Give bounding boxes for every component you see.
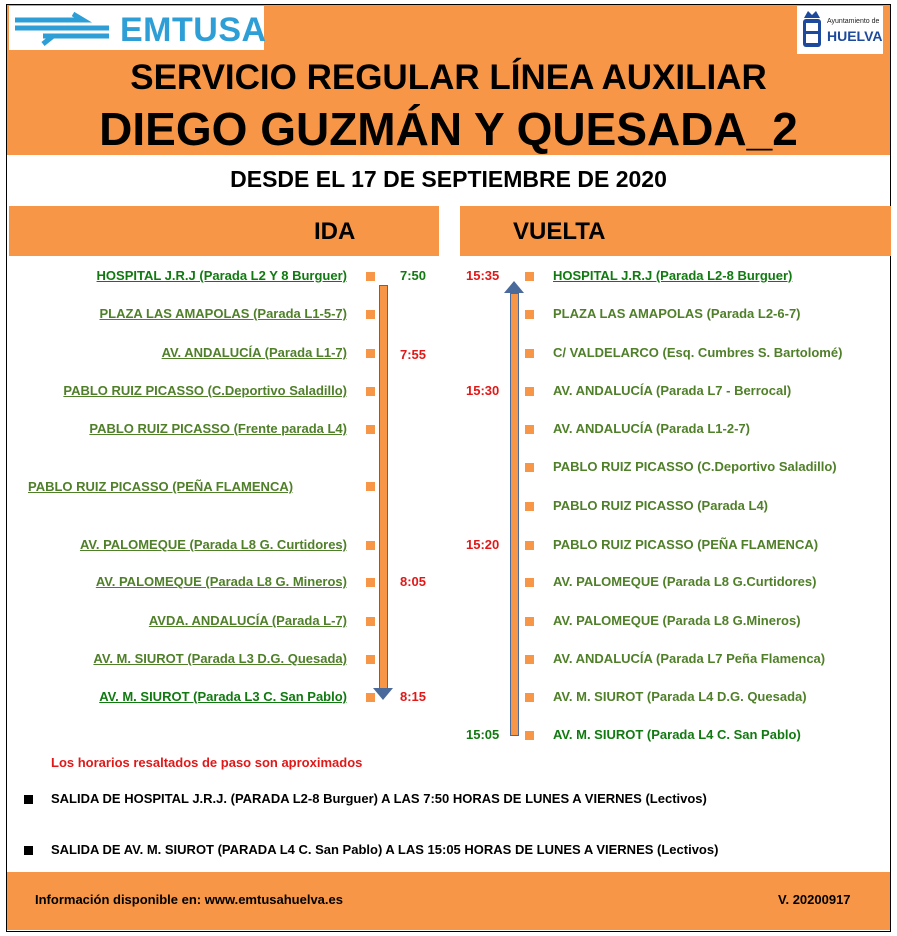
vuelta-stop-6: PABLO RUIZ PICASSO (C.Deportivo Saladillo): [553, 459, 837, 474]
departure-2: SALIDA DE AV. M. SIUROT (PARADA L4 C. San Pablo) A LAS 15:05 HORAS DE LUNES A VIERNES (Lectivos): [51, 842, 719, 857]
vuelta-stop-5: AV. ANDALUCÍA (Parada L1-2-7): [553, 421, 750, 436]
bullet-icon: [24, 846, 33, 855]
vuelta-stop-marker: [525, 502, 534, 511]
vuelta-stop-11: AV. ANDALUCÍA (Parada L7 Peña Flamenca): [553, 651, 826, 666]
crest-label: Ayuntamiento de: [827, 18, 880, 25]
effective-date: DESDE EL 17 DE SEPTIEMBRE DE 2020: [230, 166, 667, 192]
ida-time-11: 8:15: [400, 689, 427, 704]
ida-stop-4: PABLO RUIZ PICASSO (C.Deportivo Saladillo): [63, 383, 347, 398]
vuelta-stop-7: PABLO RUIZ PICASSO (Parada L4): [553, 498, 769, 513]
vuelta-heading: VUELTA: [460, 206, 891, 256]
vuelta-stop-1: HOSPITAL J.R.J (Parada L2-8 Burguer): [553, 268, 793, 283]
ida-stop-marker: [366, 482, 375, 491]
departure-1: SALIDA DE HOSPITAL J.R.J. (PARADA L2-8 Burguer) A LAS 7:50 HORAS DE LUNES A VIERNES (Lectivos): [51, 791, 707, 806]
vuelta-stop-marker: [525, 655, 534, 664]
ida-arrow-head-icon: [373, 688, 393, 700]
vuelta-stop-marker: [525, 310, 534, 319]
ida-direction-arrow: [379, 285, 388, 692]
ida-stop-marker: [366, 541, 375, 550]
vuelta-stop-4: AV. ANDALUCÍA (Parada L7 - Berrocal): [553, 383, 792, 398]
vuelta-stop-12: AV. M. SIUROT (Parada L4 D.G. Quesada): [553, 689, 807, 704]
vuelta-stop-marker: [525, 693, 534, 702]
vuelta-stop-marker: [525, 463, 534, 472]
vuelta-time-1: 15:35: [466, 268, 500, 283]
title-line1: SERVICIO REGULAR LÍNEA AUXILIAR: [130, 58, 767, 97]
huelva-crest: [797, 6, 883, 54]
bullet-icon: [24, 795, 33, 804]
ida-time-8: 8:05: [400, 574, 427, 589]
ida-time-3: 7:55: [400, 347, 427, 362]
vuelta-time-13: 15:05: [466, 727, 500, 742]
ida-stop-marker: [366, 387, 375, 396]
ida-stop-6: PABLO RUIZ PICASSO (PEÑA FLAMENCA): [28, 479, 294, 494]
vuelta-arrow-head-icon: [504, 281, 524, 293]
ida-stop-marker: [366, 425, 375, 434]
vuelta-stop-marker: [525, 387, 534, 396]
ida-stop-7: AV. PALOMEQUE (Parada L8 G. Curtidores): [79, 537, 347, 552]
ida-stop-3: AV. ANDALUCÍA (Parada L1-7): [161, 345, 347, 360]
ida-stop-marker: [366, 693, 375, 702]
ida-heading: IDA: [9, 206, 439, 256]
ida-time-1: 7:50: [400, 268, 427, 283]
vuelta-stop-marker: [525, 272, 534, 281]
vuelta-stop-3: C/ VALDELARCO (Esq. Cumbres S. Bartolomé): [553, 345, 843, 360]
footer-info: Información disponible en: www.emtusahuelva.es: [35, 892, 343, 907]
vuelta-stop-marker: [525, 425, 534, 434]
vuelta-stop-2: PLAZA LAS AMAPOLAS (Parada L2-6-7): [553, 306, 801, 321]
ida-stop-marker: [366, 272, 375, 281]
emtusa-logo: [9, 6, 267, 50]
vuelta-stop-8: PABLO RUIZ PICASSO (PEÑA FLAMENCA): [553, 537, 819, 552]
vuelta-direction-arrow: [510, 293, 519, 736]
crest-icon: [801, 9, 823, 51]
ida-stop-2: PLAZA LAS AMAPOLAS (Parada L1-5-7): [99, 306, 347, 321]
vuelta-stop-marker: [525, 349, 534, 358]
ida-stop-marker: [366, 310, 375, 319]
vuelta-stop-marker: [525, 617, 534, 626]
ida-stop-9: AVDA. ANDALUCÍA (Parada L-7): [148, 613, 347, 628]
emtusa-logo-icon: [13, 12, 113, 48]
approximate-times-note: Los horarios resaltados de paso son aproximados: [51, 755, 363, 770]
title-line2: DIEGO GUZMÁN Y QUESADA_2: [99, 103, 798, 155]
vuelta-stop-marker: [525, 731, 534, 740]
vuelta-stop-10: AV. PALOMEQUE (Parada L8 G.Mineros): [553, 613, 801, 628]
ida-stop-11: AV. M. SIUROT (Parada L3 C. San Pablo): [99, 689, 347, 704]
ida-stop-marker: [366, 578, 375, 587]
vuelta-stop-marker: [525, 541, 534, 550]
version-label: V. 20200917: [778, 892, 851, 907]
ida-stop-marker: [366, 349, 375, 358]
vuelta-stop-9: AV. PALOMEQUE (Parada L8 G.Curtidores): [553, 574, 817, 589]
emtusa-logo-text: EMTUSA: [120, 11, 267, 49]
ida-stop-marker: [366, 617, 375, 626]
vuelta-time-4: 15:30: [466, 383, 500, 398]
vuelta-time-8: 15:20: [466, 537, 500, 552]
vuelta-stop-13: AV. M. SIUROT (Parada L4 C. San Pablo): [553, 727, 801, 742]
ida-stop-1: HOSPITAL J.R.J (Parada L2 Y 8 Burguer): [96, 268, 347, 283]
crest-city: HUELVA: [827, 28, 883, 44]
ida-stop-marker: [366, 655, 375, 664]
ida-stop-10: AV. M. SIUROT (Parada L3 D.G. Quesada): [93, 651, 347, 666]
vuelta-stop-marker: [525, 578, 534, 587]
ida-stop-8: AV. PALOMEQUE (Parada L8 G. Mineros): [95, 574, 347, 589]
ida-stop-5: PABLO RUIZ PICASSO (Frente parada L4): [89, 421, 347, 436]
